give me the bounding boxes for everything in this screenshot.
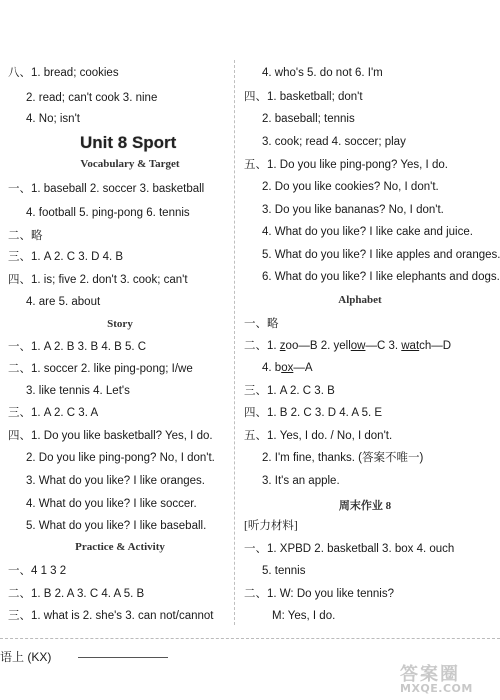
- answer-line: 四、1. is; five 2. don't 3. cook; can't: [8, 274, 188, 286]
- underlined-letters: ox: [281, 362, 294, 374]
- answer-line: 4. What do you like? I like soccer.: [26, 498, 197, 510]
- answer-line: 4. football 5. ping-pong 6. tennis: [26, 207, 190, 219]
- section-heading-practice: Practice & Activity: [75, 541, 165, 553]
- answer-line: 五、1. Do you like ping-pong? Yes, I do.: [244, 159, 448, 171]
- answer-line: 3. What do you like? I like oranges.: [26, 475, 205, 487]
- column-divider: [234, 60, 235, 625]
- answer-line: 四、1. basketball; don't: [244, 91, 363, 103]
- answer-line: 2. I'm fine, thanks. (答案不唯一): [262, 452, 424, 464]
- answer-line: 4. No; isn't: [26, 113, 80, 125]
- answer-line: 一、1. baseball 2. soccer 3. basketball: [8, 183, 205, 195]
- text: oo—B 2. yell: [285, 340, 351, 352]
- answer-line-alphabet-4: [262, 361, 313, 375]
- footer-rule: [78, 657, 168, 658]
- answer-line: 3. like tennis 4. Let's: [26, 385, 130, 397]
- watermark-text-top: 答案圈: [400, 664, 460, 685]
- section-heading-alphabet: Alphabet: [338, 294, 382, 306]
- answer-line: 五、1. Yes, I do. / No, I don't.: [244, 430, 393, 442]
- footer-divider: [0, 638, 500, 639]
- answer-line: 2. baseball; tennis: [262, 113, 355, 125]
- answer-line: 三、1. A 2. C 3. D 4. B: [8, 251, 124, 263]
- answer-line: M: Yes, I do.: [272, 610, 336, 622]
- answer-line-alphabet-2: [244, 339, 451, 353]
- answer-line: 4. What do you like? I like cake and juice.: [262, 226, 473, 238]
- section-heading-weekend: 周末作业 8: [338, 500, 392, 512]
- answer-line: 二、1. W: Do you like tennis?: [244, 588, 394, 600]
- text: ch—D: [419, 340, 452, 352]
- answer-line: 二、略: [8, 230, 43, 242]
- answer-line: 5. What do you like? I like baseball.: [26, 520, 207, 532]
- answer-line: 三、1. A 2. C 3. A: [8, 407, 99, 419]
- underlined-letters: ow: [350, 340, 366, 352]
- answer-line: 2. Do you like cookies? No, I don't.: [262, 181, 439, 193]
- answer-line: 2. read; can't cook 3. nine: [26, 92, 158, 104]
- answer-line: 6. What do you like? I like elephants and dogs.: [262, 271, 500, 283]
- underlined-letters: z: [279, 340, 286, 352]
- text: 4. b: [262, 362, 282, 374]
- text: —A: [293, 362, 313, 374]
- answer-line: 四、1. Do you like basketball? Yes, I do.: [8, 430, 213, 442]
- answer-line: 三、1. what is 2. she's 3. can not/cannot: [8, 610, 214, 622]
- unit-title: Unit 8 Sport: [80, 133, 177, 152]
- answer-line: [听力材料]: [244, 520, 298, 532]
- answer-line: 一、1. A 2. B 3. B 4. B 5. C: [8, 341, 147, 353]
- answer-line: 5. What do you like? I like apples and oranges.: [262, 249, 500, 261]
- answer-line: 3. It's an apple.: [262, 475, 340, 487]
- answer-line: 一、1. XPBD 2. basketball 3. box 4. ouch: [244, 543, 455, 555]
- section-heading-vocabulary: Vocabulary & Target: [80, 158, 180, 170]
- answer-line: 3. Do you like bananas? No, I don't.: [262, 204, 444, 216]
- answer-line: 5. tennis: [262, 565, 306, 577]
- footer-label: 语上 (KX): [0, 650, 52, 664]
- answer-line: 二、1. B 2. A 3. C 4. A 5. B: [8, 588, 145, 600]
- section-heading-story: Story: [107, 318, 133, 330]
- watermark-text-bottom: MXQE.COM: [400, 682, 473, 695]
- answer-line: 4. are 5. about: [26, 296, 101, 308]
- answer-line: 3. cook; read 4. soccer; play: [262, 136, 406, 148]
- answer-line: 三、1. A 2. C 3. B: [244, 385, 335, 397]
- answer-line: 四、1. B 2. C 3. D 4. A 5. E: [244, 407, 383, 419]
- answer-line: 二、1. soccer 2. like ping-pong; I/we: [8, 363, 193, 375]
- answer-line: 一、4 1 3 2: [8, 565, 67, 577]
- answer-line: 八、1. bread; cookies: [8, 67, 119, 79]
- answer-line: 2. Do you like ping-pong? No, I don't.: [26, 452, 215, 464]
- underlined-letters: wat: [401, 340, 420, 352]
- watermark-logo: [400, 660, 492, 696]
- text: 二、1.: [244, 340, 280, 352]
- text: —C 3.: [365, 340, 402, 352]
- answer-line: 4. who's 5. do not 6. I'm: [262, 67, 383, 79]
- answer-line: 一、略: [244, 318, 279, 330]
